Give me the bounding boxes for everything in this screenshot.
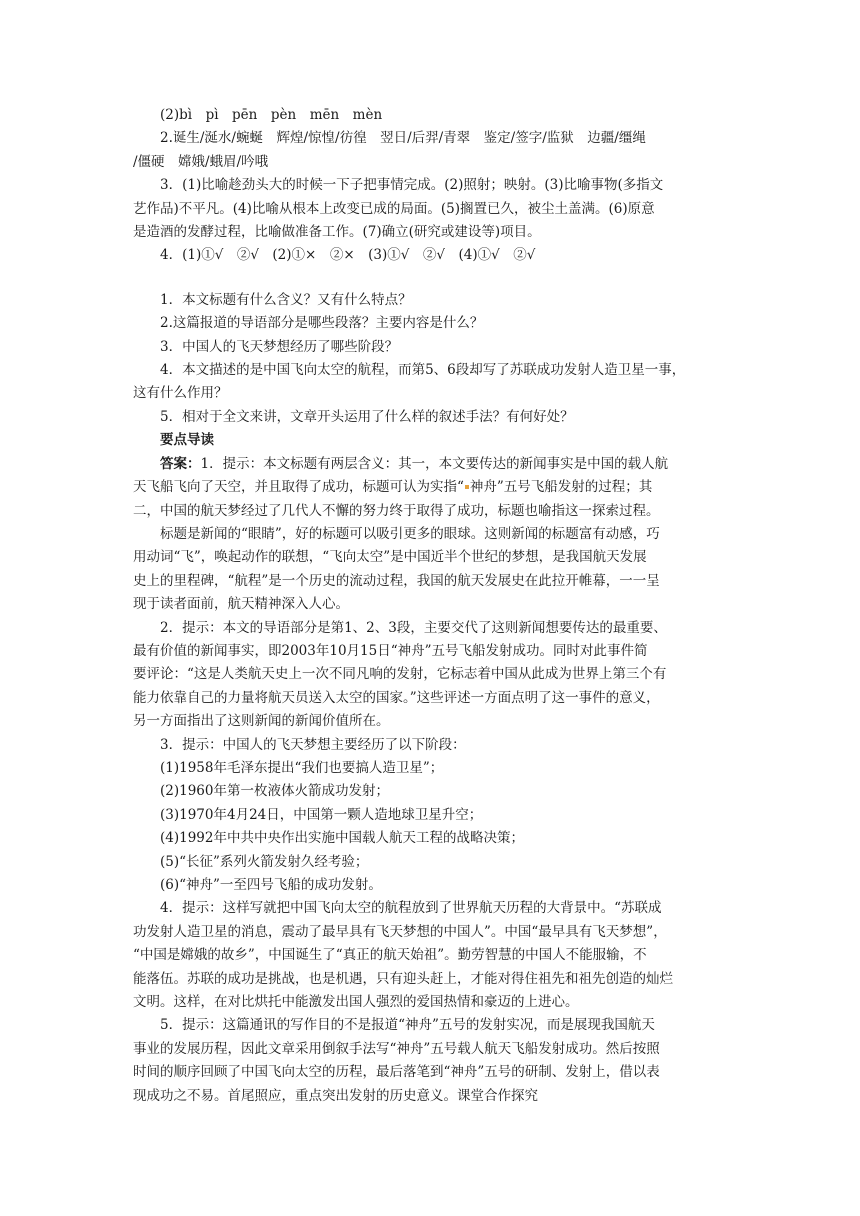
guide-p6-line-1: 5．提示：这篇通讯的写作目的不是报道“神舟”五号的发射实况，而是展现我国航天 xyxy=(160,1017,655,1034)
answer-3-line-1: 3．(1)比喻趁劲头大的时候一下子把事情完成。(2)照射；映射。(3)比喻事物(多指文 xyxy=(160,177,664,194)
answer-2-line-1: 2.诞生/涎水/蜿蜒 辉煌/惊惶/彷徨 翌日/后羿/青翠 鉴定/签字/监狱 边疆/缰绳 xyxy=(160,130,646,147)
guide-p2-line-3: 史上的里程碑，“航程”是一个历史的流动过程，我国的航天发展史在此拉开帷幕，一一呈 xyxy=(133,572,660,589)
stage-2: (2)1960年第一枚液体火箭成功发射； xyxy=(160,783,389,800)
question-5: 5．相对于全文来讲，文章开头运用了什么样的叙述手法？有何好处？ xyxy=(160,408,574,425)
stage-3: (3)1970年4月24日，中国第一颗人造地球卫星升空； xyxy=(160,806,483,823)
question-4-line-1: 4．本文描述的是中国飞向太空的航程，而第5、6段却写了苏联成功发射人造卫星一事， xyxy=(160,362,686,379)
answer-3-line-2: 艺作品)不平凡。(4)比喻从根本上改变已成的局面。(5)搁置已久，被尘土盖满。(6)原意 xyxy=(133,200,655,217)
question-3: 3．中国人的飞天梦想经历了哪些阶段？ xyxy=(160,338,399,355)
question-4-line-2: 这有什么作用？ xyxy=(133,385,228,402)
guide-p1-text-a: 天飞船飞向了天空，并且取得了成功，标题可认为实指“ xyxy=(133,479,464,496)
answer-4: 4．(1)①√ ②√ (2)①× ②× (3)①√ ②√ (4)①√ ②√ xyxy=(160,247,536,264)
guide-p3-line-2: 最有价值的新闻事实，即2003年10月15日“神舟”五号飞船发射成功。同时对此事件简 xyxy=(133,642,648,659)
guide-p3-line-4: 能力依靠自己的力量将航天员送入太空的国家。”这些评述一方面点明了这一事件的意义， xyxy=(133,689,660,706)
guide-p1-text: 1．提示：本文标题有两层含义：其一，本文要传达的新闻事实是中国的载人航 xyxy=(200,455,669,472)
guide-p5-line-5: 文明。这样，在对比烘托中能激发出国人强烈的爱国热情和豪迈的上进心。 xyxy=(133,994,579,1011)
guide-p2-line-2: 用动词“飞”，唤起动作的联想，“飞向太空”是中国近半个世纪的梦想，是我国航天发展 xyxy=(133,549,647,566)
question-2: 2.这篇报道的导语部分是哪些段落？主要内容是什么？ xyxy=(160,315,484,332)
guide-p6-line-4: 现成功之不易。首尾照应，重点突出发射的历史意义。课堂合作探究 xyxy=(133,1087,538,1104)
spacer xyxy=(133,268,725,289)
guide-p1-line-1 xyxy=(133,453,725,476)
question-1: 1．本文标题有什么含义？又有什么特点？ xyxy=(160,291,412,308)
stage-4: (4)1992年中共中央作出实施中国载人航天工程的战略决策； xyxy=(160,830,524,847)
stage-5: (5)“长征”系列火箭发射久经考验； xyxy=(160,853,369,870)
answer-label: 答案： xyxy=(160,455,201,472)
guide-p1-line-2 xyxy=(133,476,725,499)
guide-p5-line-4: 能落伍。苏联的成功是挑战，也是机遇，只有迎头赶上，才能对得住祖先和祖先创造的灿烂 xyxy=(133,970,673,987)
guide-p2-line-1: 标题是新闻的“眼睛”，好的标题可以吸引更多的眼球。这则新闻的标题富有动感，巧 xyxy=(160,525,660,542)
guide-p5-line-1: 4．提示：这样写就把中国飞向太空的航程放到了世界航天历程的大背景中。“苏联成 xyxy=(160,900,662,917)
guide-p5-line-2: 功发射人造卫星的消息，震动了最早具有飞天梦想的中国人”。中国“最早具有飞天梦想”， xyxy=(133,923,667,940)
guide-p3-line-5: 另一方面指出了这则新闻的新闻价值所在。 xyxy=(133,713,390,730)
section-heading: 要点导读 xyxy=(160,432,214,449)
stage-1: (1)1958年毛泽东提出“我们也要搞人造卫星”； xyxy=(160,759,444,776)
guide-p4: 3．提示：中国人的飞天梦想主要经历了以下阶段： xyxy=(160,736,466,753)
stage-6: (6)“神舟”一至四号飞船的成功发射。 xyxy=(160,877,382,893)
pinyin-answer: (2)bì pì pēn pèn mēn mèn xyxy=(160,107,383,123)
guide-p6-line-2: 事业的发展历程，因此文章采用倒叙手法写“神舟”五号载人航天飞船发射成功。然后按照 xyxy=(133,1040,660,1057)
guide-p6-line-3: 时间的顺序回顾了中国飞向太空的历程，最后落笔到“神舟”五号的研制、发射上，借以表 xyxy=(133,1064,660,1081)
highlight-dot xyxy=(465,485,469,489)
guide-p3-line-3: 要评论：“这是人类航天史上一次不同凡响的发射，它标志着中国从此成为世界上第三个有 xyxy=(133,666,667,683)
guide-p1-line-3: 二，中国的航天梦经过了几代人不懈的努力终于取得了成功，标题也喻指这一探索过程。 xyxy=(133,502,660,519)
guide-p1-text-b: 神舟”五号飞船发射的过程；其 xyxy=(469,479,653,496)
text-column xyxy=(133,104,725,1108)
guide-p5-line-3: “中国是嫦娥的故乡”，中国诞生了“真正的航天始祖”。勤劳智慧的中国人不能服输，不 xyxy=(133,947,647,964)
answer-3-line-3: 是造酒的发酵过程，比喻做准备工作。(7)确立(研究或建设等)项目。 xyxy=(133,224,541,241)
answer-2-line-2: /僵硬 嫦娥/蛾眉/吟哦 xyxy=(133,153,269,170)
guide-p2-line-4: 现于读者面前，航天精神深入人心。 xyxy=(133,596,349,613)
guide-p3-line-1: 2．提示：本文的导语部分是第1、2、3段，主要交代了这则新闻想要传达的最重要、 xyxy=(160,619,667,636)
